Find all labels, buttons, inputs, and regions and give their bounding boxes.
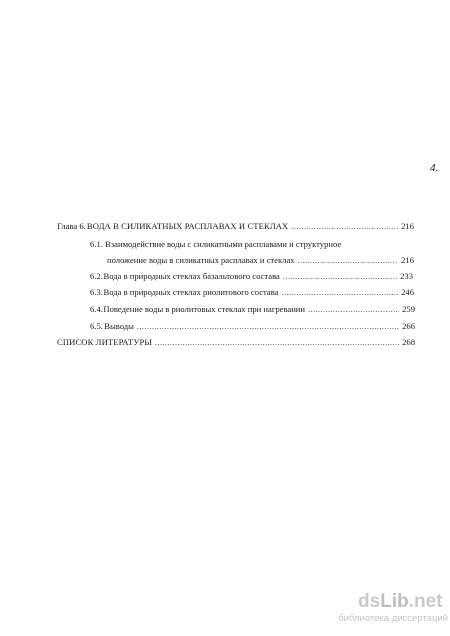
toc-section-6-2 (90, 271, 413, 282)
leader-dots (308, 304, 399, 315)
leader-dots (155, 337, 399, 348)
watermark-logo (358, 591, 442, 613)
section-page: 259 (402, 304, 415, 314)
section-title: Вода в природных стеклах риолитового состава (103, 287, 279, 297)
bibliography-page: 268 (402, 337, 415, 347)
section-page: 233 (400, 271, 413, 281)
chapter-page: 216 (401, 221, 414, 231)
watermark-tagline: библиотека диссертаций (338, 613, 448, 624)
leader-dots (283, 271, 397, 282)
section-number: 6.5. (90, 321, 103, 331)
toc-section-6-4 (90, 304, 415, 315)
section-title: Выводы (104, 321, 134, 331)
chapter-prefix: Глава 6. (57, 221, 86, 231)
watermark-logo-ds: ds (358, 591, 381, 612)
leader-dots (137, 321, 399, 332)
page-number: 4. (430, 162, 439, 174)
section-title-line2: положение воды в силикатных расплавах и стеклах (107, 255, 295, 265)
chapter-title: ВОДА В СИЛИКАТНЫХ РАСПЛАВАХ И СТЕКЛАХ (86, 221, 289, 231)
section-number: 6.3. (90, 287, 103, 297)
bibliography-title: СПИСОК ЛИТЕРАТУРЫ (57, 337, 152, 347)
leader-dots (291, 221, 398, 232)
toc-section-6-3 (90, 287, 414, 298)
section-number: 6.4. (90, 304, 103, 314)
toc-section-6-5 (90, 321, 415, 332)
section-title: Поведение воды в риолитовых стеклах при нагревании (103, 304, 306, 314)
toc-section-6-1-line1 (90, 239, 414, 250)
section-page: 246 (401, 287, 414, 297)
watermark-logo-lib: Lib (380, 591, 409, 612)
toc-chapter-6 (57, 221, 414, 232)
section-title: Вода в природных стеклах базальтового состава (103, 271, 280, 281)
toc-section-6-1-line2 (107, 255, 414, 266)
section-number: 6.2. (90, 271, 103, 281)
toc-bibliography (57, 337, 415, 348)
watermark-logo-net: .net (408, 591, 443, 612)
section-page: 216 (401, 255, 414, 265)
section-number: 6.1. (90, 239, 103, 249)
site-watermark (338, 591, 448, 631)
leader-dots (281, 287, 398, 298)
section-title-line1: Взаимодействие воды с силикатными расплавами и структурное (105, 239, 342, 249)
leader-dots (298, 255, 399, 266)
section-page: 266 (402, 321, 415, 331)
